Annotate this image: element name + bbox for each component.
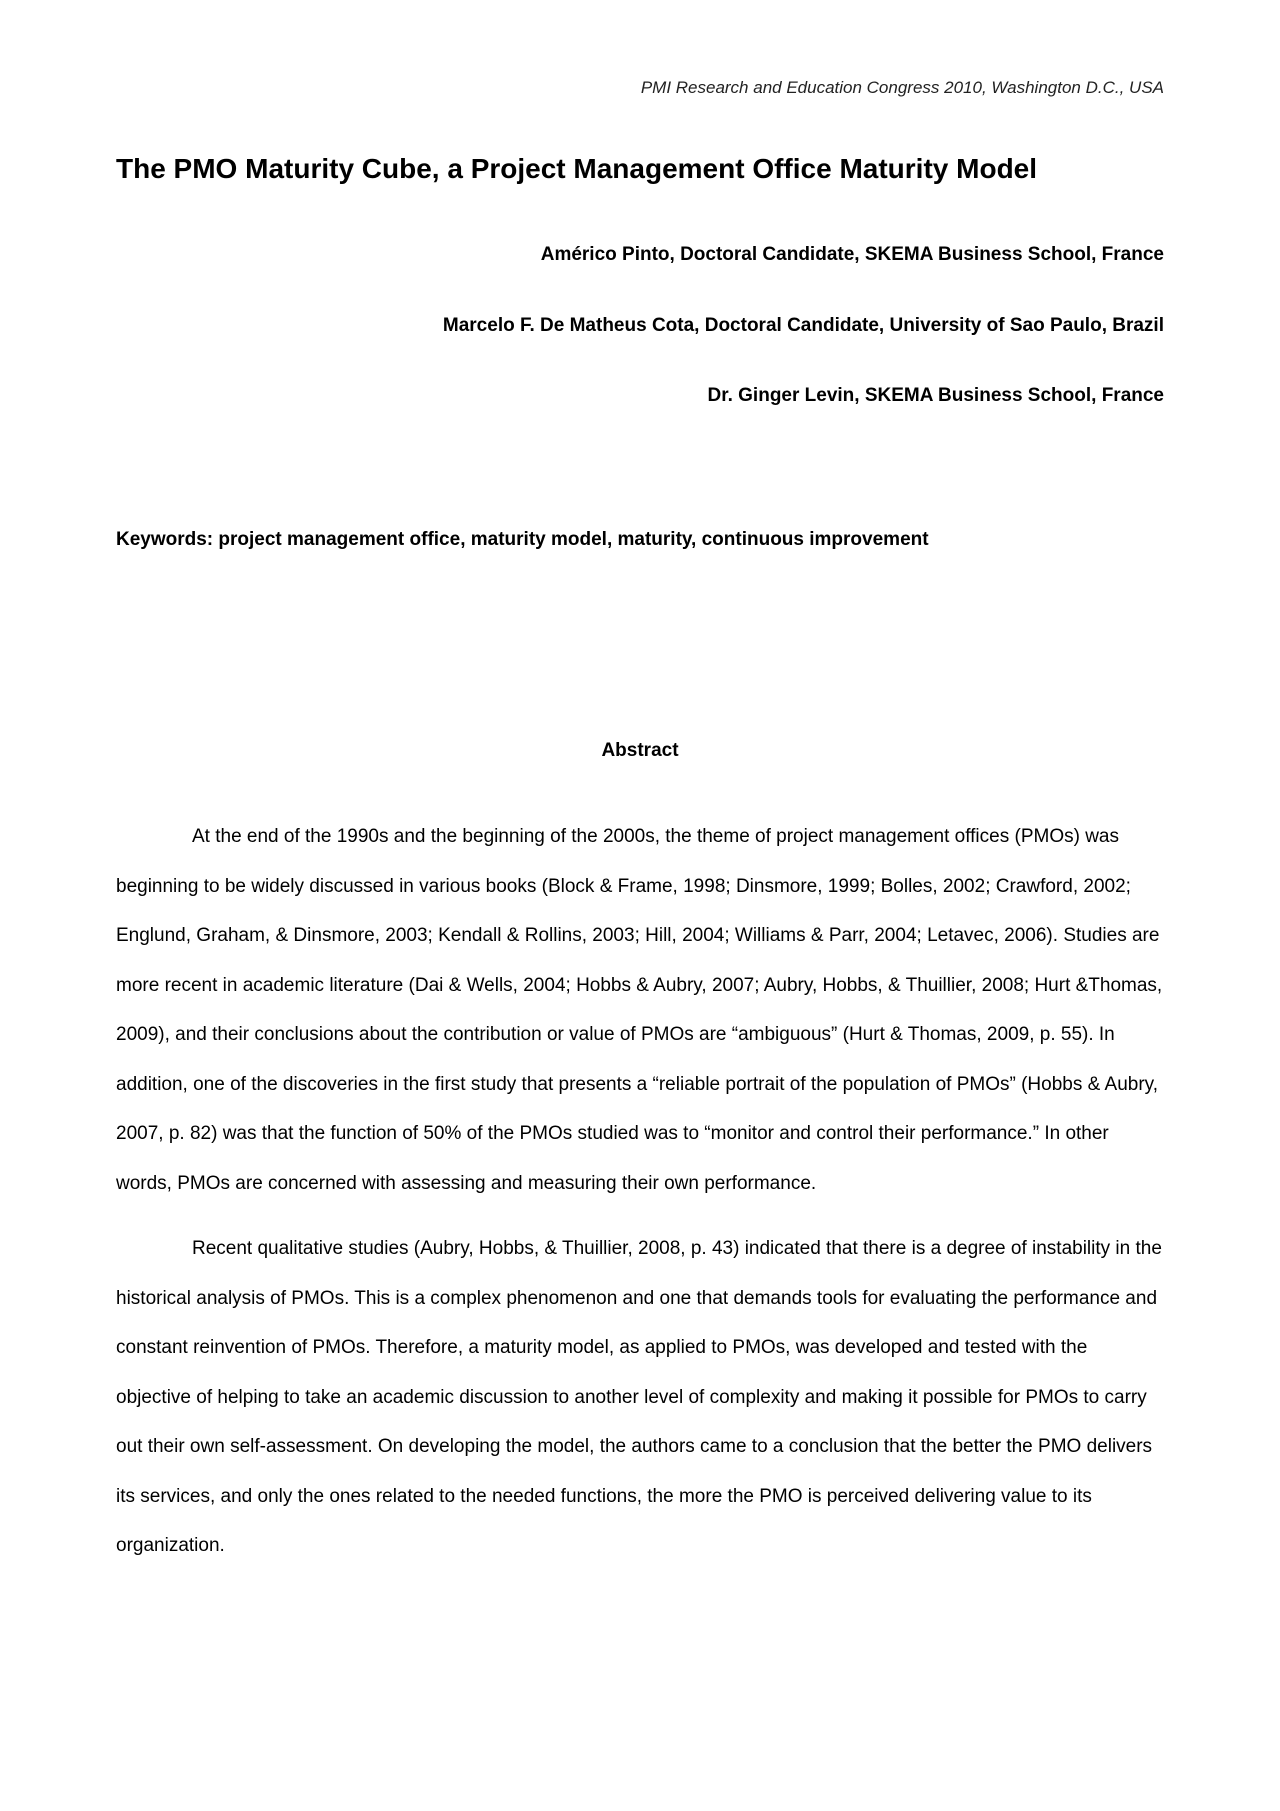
abstract-paragraph: At the end of the 1990s and the beginning of the 2000s, the theme of project management offices (PMOs) was beginning to be widely discussed in various books (Block & Frame, 1998; Dinsmore, 1999; Bolles, 2002; Crawford, 2002; Englund, Graham, & Dinsmore, 2003; Kendall & Rollins, 2003; Hill, 2004; Williams & Parr, 2004; Letavec, 2006). Studies are more recent in academic literature (Dai & Wells, 2004; Hobbs & Aubry, 2007; Aubry, Hobbs, & Thuillier, 2008; Hurt &Thomas, 2009), and their conclusions about the contribution or value of PMOs are “ambiguous” (Hurt & Thomas, 2009, p. 55). In addition, one of the discoveries in the first study that presents a “reliable portrait of the population of PMOs” (Hobbs & Aubry, 2007, p. 82) was that the function of 50% of the PMOs studied was to “monitor and control their performance.” In other words, PMOs are concerned with assessing and measuring their own performance. [116,826,1163,1194]
author-line: Américo Pinto, Doctoral Candidate, SKEMA Business School, France [540,244,1164,265]
author-line: Dr. Ginger Levin, SKEMA Business School, France [707,385,1164,406]
conference-header: PMI Research and Education Congress 2010, Washington D.C., USA [640,78,1164,97]
abstract-paragraph: Recent qualitative studies (Aubry, Hobbs, & Thuillier, 2008, p. 43) indicated that there is a degree of instability in the historical analysis of PMOs. This is a complex phenomenon and one that demands tools for evaluating the performance and constant reinvention of PMOs. Therefore, a maturity model, as applied to PMOs, was developed and tested with the objective of helping to take an academic discussion to another level of complexity and making it possible for PMOs to carry out their own self-assessment. On developing the model, the authors came to a conclusion that the better the PMO delivers its services, and only the ones related to the needed functions, the more the PMO is perceived delivering value to its organization. [116,1238,1162,1556]
paper-title: The PMO Maturity Cube, a Project Management Office Maturity Model [116,153,1038,184]
keywords-line: Keywords: project management office, maturity model, maturity, continuous improvement [116,529,929,550]
abstract-body [116,812,1164,1571]
author-line: Marcelo F. De Matheus Cota, Doctoral Candidate, University of Sao Paulo, Brazil [442,315,1164,336]
abstract-heading: Abstract [601,740,679,761]
